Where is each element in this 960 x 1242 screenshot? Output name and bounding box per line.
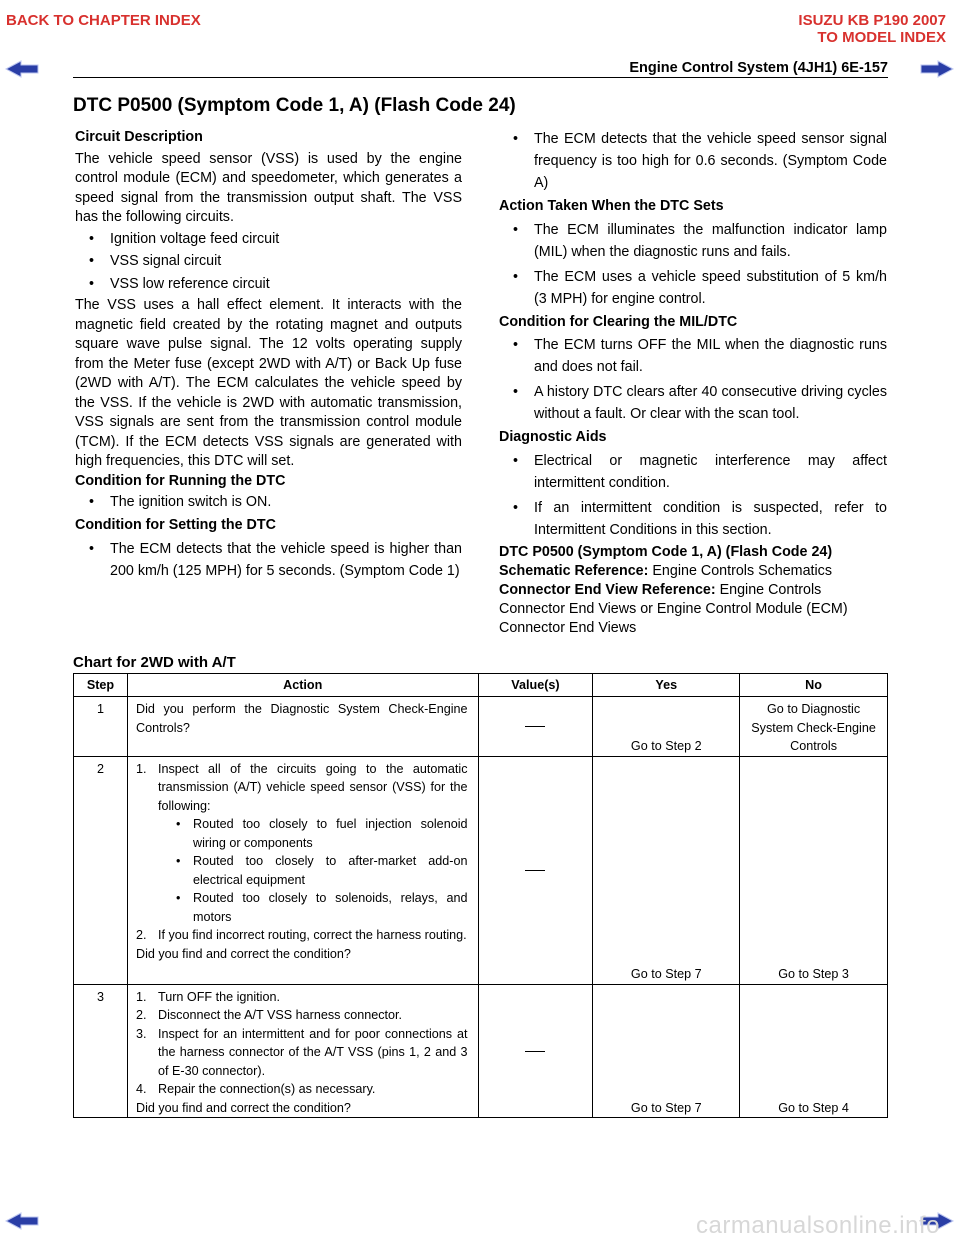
value-cell bbox=[478, 697, 593, 757]
bullet-icon: • bbox=[513, 384, 519, 400]
column-header-no: No bbox=[740, 674, 888, 697]
list-item: • Electrical or magnetic interference may affect intermittent condition. bbox=[499, 450, 887, 494]
list-item: 3. Inspect for an intermittent and for poor connections at the harness connector of the A/T VSS (pins 1, 2 and 3 of E-30 connector). bbox=[135, 1026, 468, 1078]
action-cell: Did you perform the Diagnostic System Check-Engine Controls? bbox=[127, 697, 478, 757]
previous-page-bottom-arrow-icon[interactable] bbox=[5, 1212, 39, 1230]
back-to-chapter-index-link[interactable]: BACK TO CHAPTER INDEX bbox=[6, 12, 201, 29]
reference-dtc-title: DTC P0500 (Symptom Code 1, A) (Flash Code 24) bbox=[499, 544, 833, 560]
model-name-link[interactable]: ISUZU KB P190 2007 bbox=[798, 12, 946, 29]
action-question: Did you find and correct the condition? bbox=[135, 1100, 351, 1115]
list-item: 4. Repair the connection(s) as necessary. bbox=[135, 1082, 376, 1096]
yes-cell: Go to Step 2 bbox=[593, 697, 740, 757]
dash-icon bbox=[525, 726, 545, 727]
list-item: • The ignition switch is ON. bbox=[75, 493, 462, 513]
list-item: • A history DTC clears after 40 consecutive driving cycles without a fault. Or clear with the scan tool. bbox=[499, 381, 887, 425]
list-item: • VSS low reference circuit bbox=[75, 275, 462, 295]
yes-cell: Go to Step 7 bbox=[593, 984, 740, 1118]
table-row bbox=[74, 984, 888, 1118]
list-item: • The ECM turns OFF the MIL when the diagnostic runs and does not fail. bbox=[499, 334, 887, 378]
action-steps-list bbox=[136, 760, 468, 945]
bullet-icon: • bbox=[89, 253, 95, 269]
bullet-icon: • bbox=[513, 131, 519, 147]
column-header-step: Step bbox=[74, 674, 128, 697]
diagnostic-chart-table bbox=[73, 673, 888, 1118]
page-title: DTC P0500 (Symptom Code 1, A) (Flash Code 24) bbox=[73, 95, 516, 116]
list-item: 1. Inspect all of the circuits going to the automatic transmission (A/T) vehicle speed sensor (VSS) for the following: • Routed too closely to fuel injection solenoid wiring or components • Routed too closely to after-market add-on electrical equipment • Routed too closely to solenoids, relays, and motors bbox=[136, 760, 468, 927]
list-item: • The ECM illuminates the malfunction indicator lamp (MIL) when the diagnostic runs and fails. bbox=[499, 219, 887, 263]
circuit-list bbox=[75, 230, 462, 295]
bullet-icon: • bbox=[513, 268, 519, 285]
left-column bbox=[75, 128, 462, 585]
list-item: • VSS signal circuit bbox=[75, 252, 462, 272]
value-cell bbox=[478, 756, 593, 984]
diagnostic-aids-heading: Diagnostic Aids bbox=[499, 429, 607, 445]
clearing-condition-list bbox=[499, 334, 887, 425]
bullet-icon: • bbox=[513, 221, 519, 238]
action-cell bbox=[127, 984, 478, 1118]
diagnostic-aids-list bbox=[499, 450, 887, 541]
list-item: • Routed too closely to fuel injection solenoid wiring or components bbox=[175, 817, 468, 850]
action-question: Did you find and correct the condition? bbox=[135, 946, 351, 961]
column-header-yes: Yes bbox=[593, 674, 740, 697]
no-cell: Go to Step 4 bbox=[740, 984, 888, 1118]
action-steps-list bbox=[136, 988, 468, 1099]
list-item: • Ignition voltage feed circuit bbox=[75, 230, 462, 250]
bullet-icon: • bbox=[89, 230, 95, 247]
watermark: carmanualsonline.info bbox=[696, 1212, 940, 1239]
next-page-arrow-icon[interactable] bbox=[920, 60, 954, 78]
setting-condition-list bbox=[75, 538, 462, 582]
bullet-icon: • bbox=[513, 499, 519, 516]
running-condition-heading: Condition for Running the DTC bbox=[75, 472, 286, 489]
action-taken-heading: Action Taken When the DTC Sets bbox=[499, 198, 724, 214]
step-cell: 1 bbox=[74, 697, 128, 757]
step-cell: 3 bbox=[74, 984, 128, 1118]
column-header-action: Action bbox=[127, 674, 478, 697]
bullet-icon: • bbox=[175, 854, 181, 868]
list-item: • The ECM uses a vehicle speed substitution of 5 km/h (3 MPH) for engine control. bbox=[499, 266, 887, 310]
references-block bbox=[499, 543, 887, 638]
previous-page-arrow-icon[interactable] bbox=[5, 60, 39, 78]
list-item: 2. Disconnect the A/T VSS harness connector. bbox=[135, 1008, 403, 1022]
chart-title: Chart for 2WD with A/T bbox=[73, 654, 236, 671]
no-cell: Go to Diagnostic System Check-Engine Controls bbox=[740, 697, 888, 757]
table-header-row bbox=[74, 674, 888, 697]
list-item: • Routed too closely to after-market add-on electrical equipment bbox=[175, 854, 468, 887]
setting-condition-list-cont bbox=[499, 128, 887, 194]
list-item: • The ECM detects that the vehicle speed sensor signal frequency is too high for 0.6 seconds. (Symptom Code A) bbox=[499, 128, 887, 194]
right-column bbox=[499, 126, 887, 544]
dash-icon bbox=[525, 870, 545, 871]
bullet-icon: • bbox=[175, 891, 181, 905]
action-substeps-list bbox=[136, 815, 468, 926]
running-condition-list bbox=[75, 493, 462, 513]
connector-reference: Connector End View Reference: Engine Controls Connector End Views or Engine Control Module (ECM) Connector End Views bbox=[499, 582, 848, 636]
schematic-reference: Schematic Reference: Engine Controls Schematics bbox=[499, 563, 832, 579]
action-cell bbox=[127, 756, 478, 984]
no-cell: Go to Step 3 bbox=[740, 756, 888, 984]
bullet-icon: • bbox=[89, 275, 95, 292]
list-item: • Routed too closely to solenoids, relays, and motors bbox=[175, 891, 468, 924]
column-header-values: Value(s) bbox=[478, 674, 593, 697]
bullet-icon: • bbox=[513, 452, 519, 469]
to-model-index-link[interactable]: TO MODEL INDEX bbox=[817, 29, 946, 46]
action-taken-list bbox=[499, 219, 887, 310]
list-item: • If an intermittent condition is suspected, refer to Intermittent Conditions in this section. bbox=[499, 497, 887, 541]
setting-condition-heading: Condition for Setting the DTC bbox=[75, 516, 276, 533]
vss-description-text: The VSS uses a hall effect element. It interacts with the magnetic field created by the rotating magnet and outputs square wave pulse signal. The 12 volts operating supply from the Meter fuse (except 2WD with A/T) or Back Up fuse (2WD with A/T). The ECM calculates the vehicle speed by the VSS. If the vehicle is 2WD with automatic transmission, VSS signals are sent from the transmission control module (TCM). If the ECM detects VSS signals are generated with high frequencies, this DTC will set. bbox=[75, 297, 462, 469]
running-header: Engine Control System (4JH1) 6E-157 bbox=[629, 60, 888, 76]
circuit-description-text: The vehicle speed sensor (VSS) is used by the engine control module (ECM) and speedometer, which generates a speed signal from the transmission output shaft. The VSS has the following circuits. bbox=[75, 150, 462, 225]
table-row bbox=[74, 697, 888, 757]
step-cell: 2 bbox=[74, 756, 128, 984]
clearing-condition-heading: Condition for Clearing the MIL/DTC bbox=[499, 313, 738, 330]
list-item: 1. Turn OFF the ignition. bbox=[135, 989, 280, 1004]
bullet-icon: • bbox=[175, 817, 181, 831]
dash-icon bbox=[525, 1051, 545, 1052]
list-item: • The ECM detects that the vehicle speed is higher than 200 km/h (125 MPH) for 5 seconds. (Symptom Code 1) bbox=[75, 538, 462, 582]
list-item: 2. If you find incorrect routing, correct the harness routing. bbox=[135, 928, 467, 942]
yes-cell: Go to Step 7 bbox=[593, 756, 740, 984]
header-rule bbox=[73, 77, 888, 78]
bullet-icon: • bbox=[89, 541, 95, 557]
bullet-icon: • bbox=[89, 494, 95, 510]
table-row bbox=[74, 756, 888, 984]
bullet-icon: • bbox=[513, 337, 519, 353]
value-cell bbox=[478, 984, 593, 1118]
circuit-description-heading: Circuit Description bbox=[75, 129, 203, 145]
